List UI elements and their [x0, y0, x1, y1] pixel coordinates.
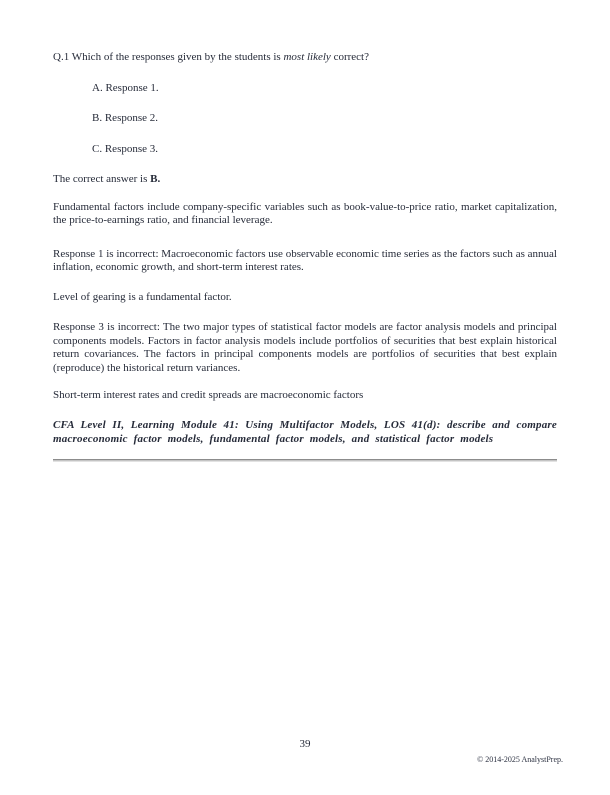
- option-a: [92, 82, 557, 96]
- answer-options: [53, 82, 557, 157]
- option-a-letter: A.: [92, 81, 103, 94]
- explanation-paragraph-5: Short-term interest rates and credit spreads are macroeconomic factors: [53, 389, 364, 401]
- option-b-label: Response 2.: [104, 112, 159, 124]
- correct-answer-statement: [53, 173, 557, 187]
- option-b-letter: B.: [92, 112, 103, 124]
- explanation-paragraph-2: Response 1 is incorrect: Macroeconomic factors use observable economic time series as the factors such as annual inflation, economic growth, and short-term interest rates.: [53, 247, 557, 273]
- copyright-notice: © 2014-2025 AnalystPrep.: [477, 755, 563, 764]
- option-a-label: Response 1.: [105, 81, 159, 94]
- explanation-paragraph-4: Response 3 is incorrect: The two major types of statistical factor models are factor analysis models and principal components models. Factors in factor analysis models include portfolios of securities that best explain historical return covariances. The factors in principal components models are portfolios of securities that best explain (reproduce) the historical return variances.: [53, 321, 557, 374]
- explanation-paragraph-3: Level of gearing is a fundamental factor.: [53, 290, 232, 303]
- question-tail: correct?: [330, 51, 369, 63]
- explanation-paragraph-1: Fundamental factors include company-specific variables such as book-value-to-price ratio, market capitalization, the price-to-earnings ratio, and financial leverage.: [53, 200, 557, 226]
- option-b: [92, 112, 557, 126]
- option-c: [92, 143, 557, 157]
- page-number: 39: [299, 738, 311, 750]
- los-reference: CFA Level II, Learning Module 41: Using Multifactor Models, LOS 41(d): describe and compare macroeconomic factor models, fundamental factor models, and statistical factor models: [53, 418, 557, 445]
- question-text: [53, 51, 557, 65]
- option-c-label: Response 3.: [104, 142, 159, 155]
- answer-lead: The correct answer is: [53, 173, 151, 185]
- question-emphasis: most likely: [283, 51, 331, 63]
- section-divider: [53, 459, 557, 462]
- page-content: [53, 0, 557, 462]
- option-c-letter: C.: [92, 142, 103, 155]
- question-lead: Q.1 Which of the responses given by the students is: [53, 51, 284, 63]
- answer-choice: B.: [150, 173, 161, 185]
